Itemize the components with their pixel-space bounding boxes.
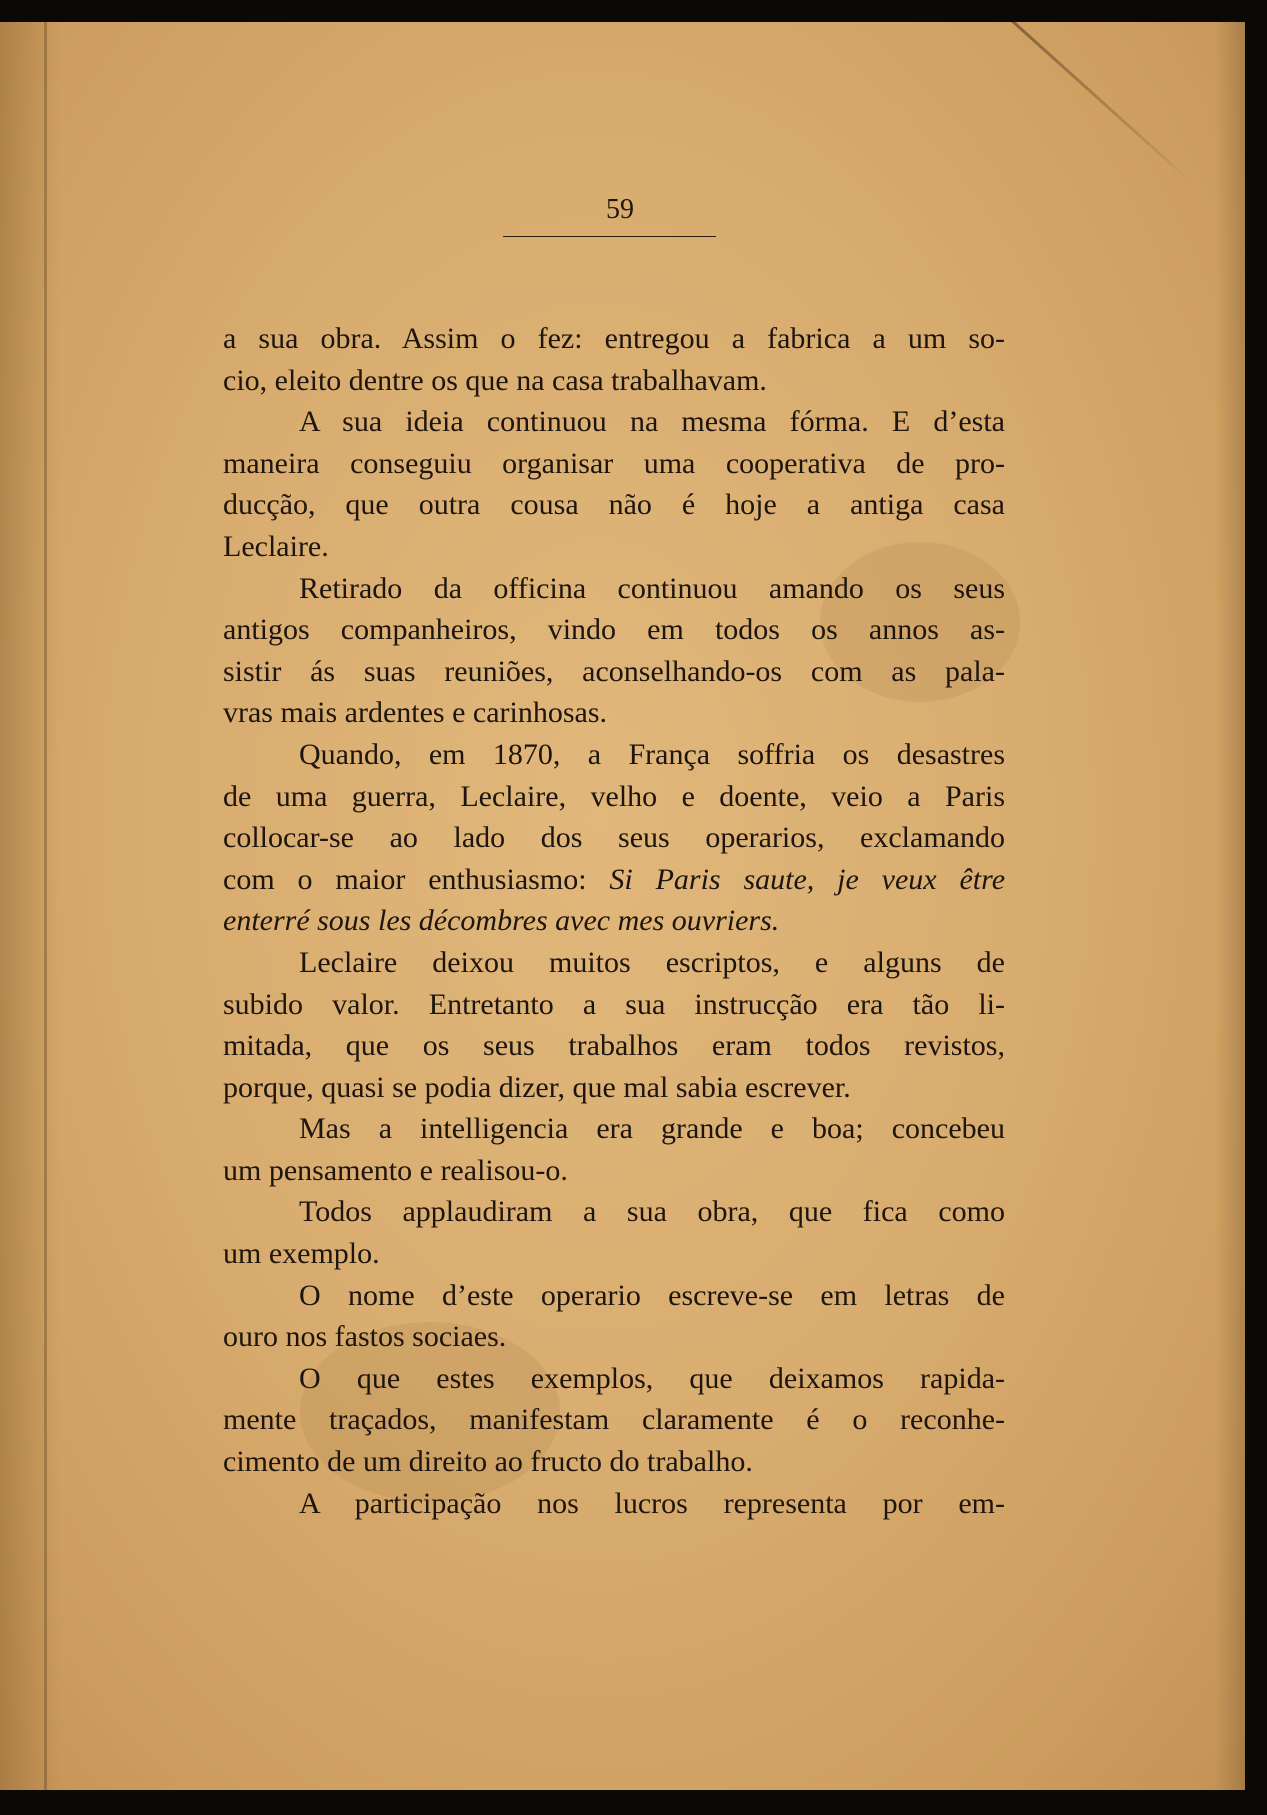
body-text bbox=[223, 318, 1005, 1524]
text-line-content: mitada, que os seus trabalhos eram todos revistos, bbox=[223, 1029, 1005, 1063]
text-line bbox=[223, 484, 1005, 526]
text-line-content: mente traçados, manifestam claramente é o reconhe- bbox=[223, 1403, 1005, 1437]
text-line-content: ouro nos fastos sociaes. bbox=[223, 1320, 507, 1354]
text-line bbox=[223, 1358, 1005, 1400]
text-line bbox=[223, 609, 1005, 651]
text-line bbox=[223, 692, 1005, 734]
text-line bbox=[223, 1025, 1005, 1067]
text-line-content: cio, eleito dentre os que na casa trabalhavam. bbox=[223, 363, 767, 397]
text-line bbox=[223, 1150, 1005, 1192]
text-line-content: um pensamento e realisou-o. bbox=[223, 1153, 568, 1187]
text-line bbox=[223, 526, 1005, 568]
text-line-content: O nome d’este operario escreve-se em letras de bbox=[299, 1278, 1005, 1312]
text-line bbox=[223, 1108, 1005, 1150]
page-gutter-shadow bbox=[0, 22, 60, 1790]
text-line bbox=[223, 1067, 1005, 1109]
text-line bbox=[223, 360, 1005, 402]
text-line-content: um exemplo. bbox=[223, 1237, 380, 1271]
text-line-content: com o maior enthusiasmo: bbox=[223, 862, 587, 896]
text-line bbox=[223, 443, 1005, 485]
text-line bbox=[223, 1191, 1005, 1233]
text-line-content: Todos applaudiram a sua obra, que fica como bbox=[299, 1195, 1005, 1229]
text-line bbox=[223, 776, 1005, 818]
header-rule bbox=[503, 236, 716, 237]
text-line-content: maneira conseguiu organisar uma cooperativa de pro- bbox=[223, 446, 1005, 480]
text-line-content: sistir ás suas reuniões, aconselhando-os com as pala- bbox=[223, 654, 1005, 688]
text-line-content: porque, quasi se podia dizer, que mal sabia escrever. bbox=[223, 1070, 851, 1104]
page-number: 59 bbox=[606, 194, 634, 225]
page-crease bbox=[1000, 22, 1195, 186]
text-line-content: Quando, em 1870, a França soffria os desastres bbox=[299, 737, 1005, 771]
text-line-content: Mas a intelligencia era grande e boa; concebeu bbox=[299, 1112, 1005, 1146]
text-line bbox=[223, 1441, 1005, 1483]
italic-quote: enterré sous les décombres avec mes ouvriers. bbox=[223, 904, 780, 938]
text-line-content: antigos companheiros, vindo em todos os annos as- bbox=[223, 613, 1005, 647]
text-line-content: vras mais ardentes e carinhosas. bbox=[223, 696, 608, 730]
text-line bbox=[223, 401, 1005, 443]
text-line-content: Retirado da officina continuou amando os seus bbox=[299, 571, 1005, 605]
italic-quote: Si Paris saute, je veux être bbox=[609, 862, 1006, 896]
text-line-content: de uma guerra, Leclaire, velho e doente, veio a Paris bbox=[223, 779, 1005, 813]
text-line-content: a sua obra. Assim o fez: entregou a fabrica a um so- bbox=[223, 322, 1005, 355]
text-line-content: Leclaire. bbox=[223, 529, 329, 563]
text-line-content: ducção, que outra cousa não é hoje a antiga casa bbox=[223, 488, 1005, 522]
text-line-content: Leclaire deixou muitos escriptos, e alguns de bbox=[299, 945, 1005, 979]
book-page bbox=[0, 22, 1245, 1790]
text-line bbox=[223, 1483, 1005, 1525]
text-line bbox=[223, 734, 1005, 776]
text-line bbox=[223, 1233, 1005, 1275]
text-line bbox=[223, 900, 1005, 942]
text-line bbox=[223, 1399, 1005, 1441]
text-line-content: cimento de um direito ao fructo do trabalho. bbox=[223, 1445, 753, 1479]
text-line bbox=[223, 817, 1005, 859]
text-line-content: A sua ideia continuou na mesma fórma. E d’esta bbox=[299, 405, 1005, 439]
text-line-content: subido valor. Entretanto a sua instrucção era tão li- bbox=[223, 987, 1005, 1021]
text-line-content: collocar-se ao lado dos seus operarios, exclamando bbox=[223, 821, 1005, 855]
text-line bbox=[223, 859, 1005, 901]
text-line bbox=[223, 1316, 1005, 1358]
page-binding-edge bbox=[44, 22, 47, 1790]
text-line-content: A participação nos lucros representa por em- bbox=[299, 1486, 1005, 1520]
text-line bbox=[223, 651, 1005, 693]
text-line-content: O que estes exemplos, que deixamos rapida- bbox=[299, 1361, 1005, 1395]
text-line bbox=[223, 984, 1005, 1026]
text-line bbox=[223, 942, 1005, 984]
text-line bbox=[223, 318, 1005, 360]
page-right-edge-shadow bbox=[1215, 22, 1245, 1790]
text-line bbox=[223, 1275, 1005, 1317]
text-line bbox=[223, 568, 1005, 610]
